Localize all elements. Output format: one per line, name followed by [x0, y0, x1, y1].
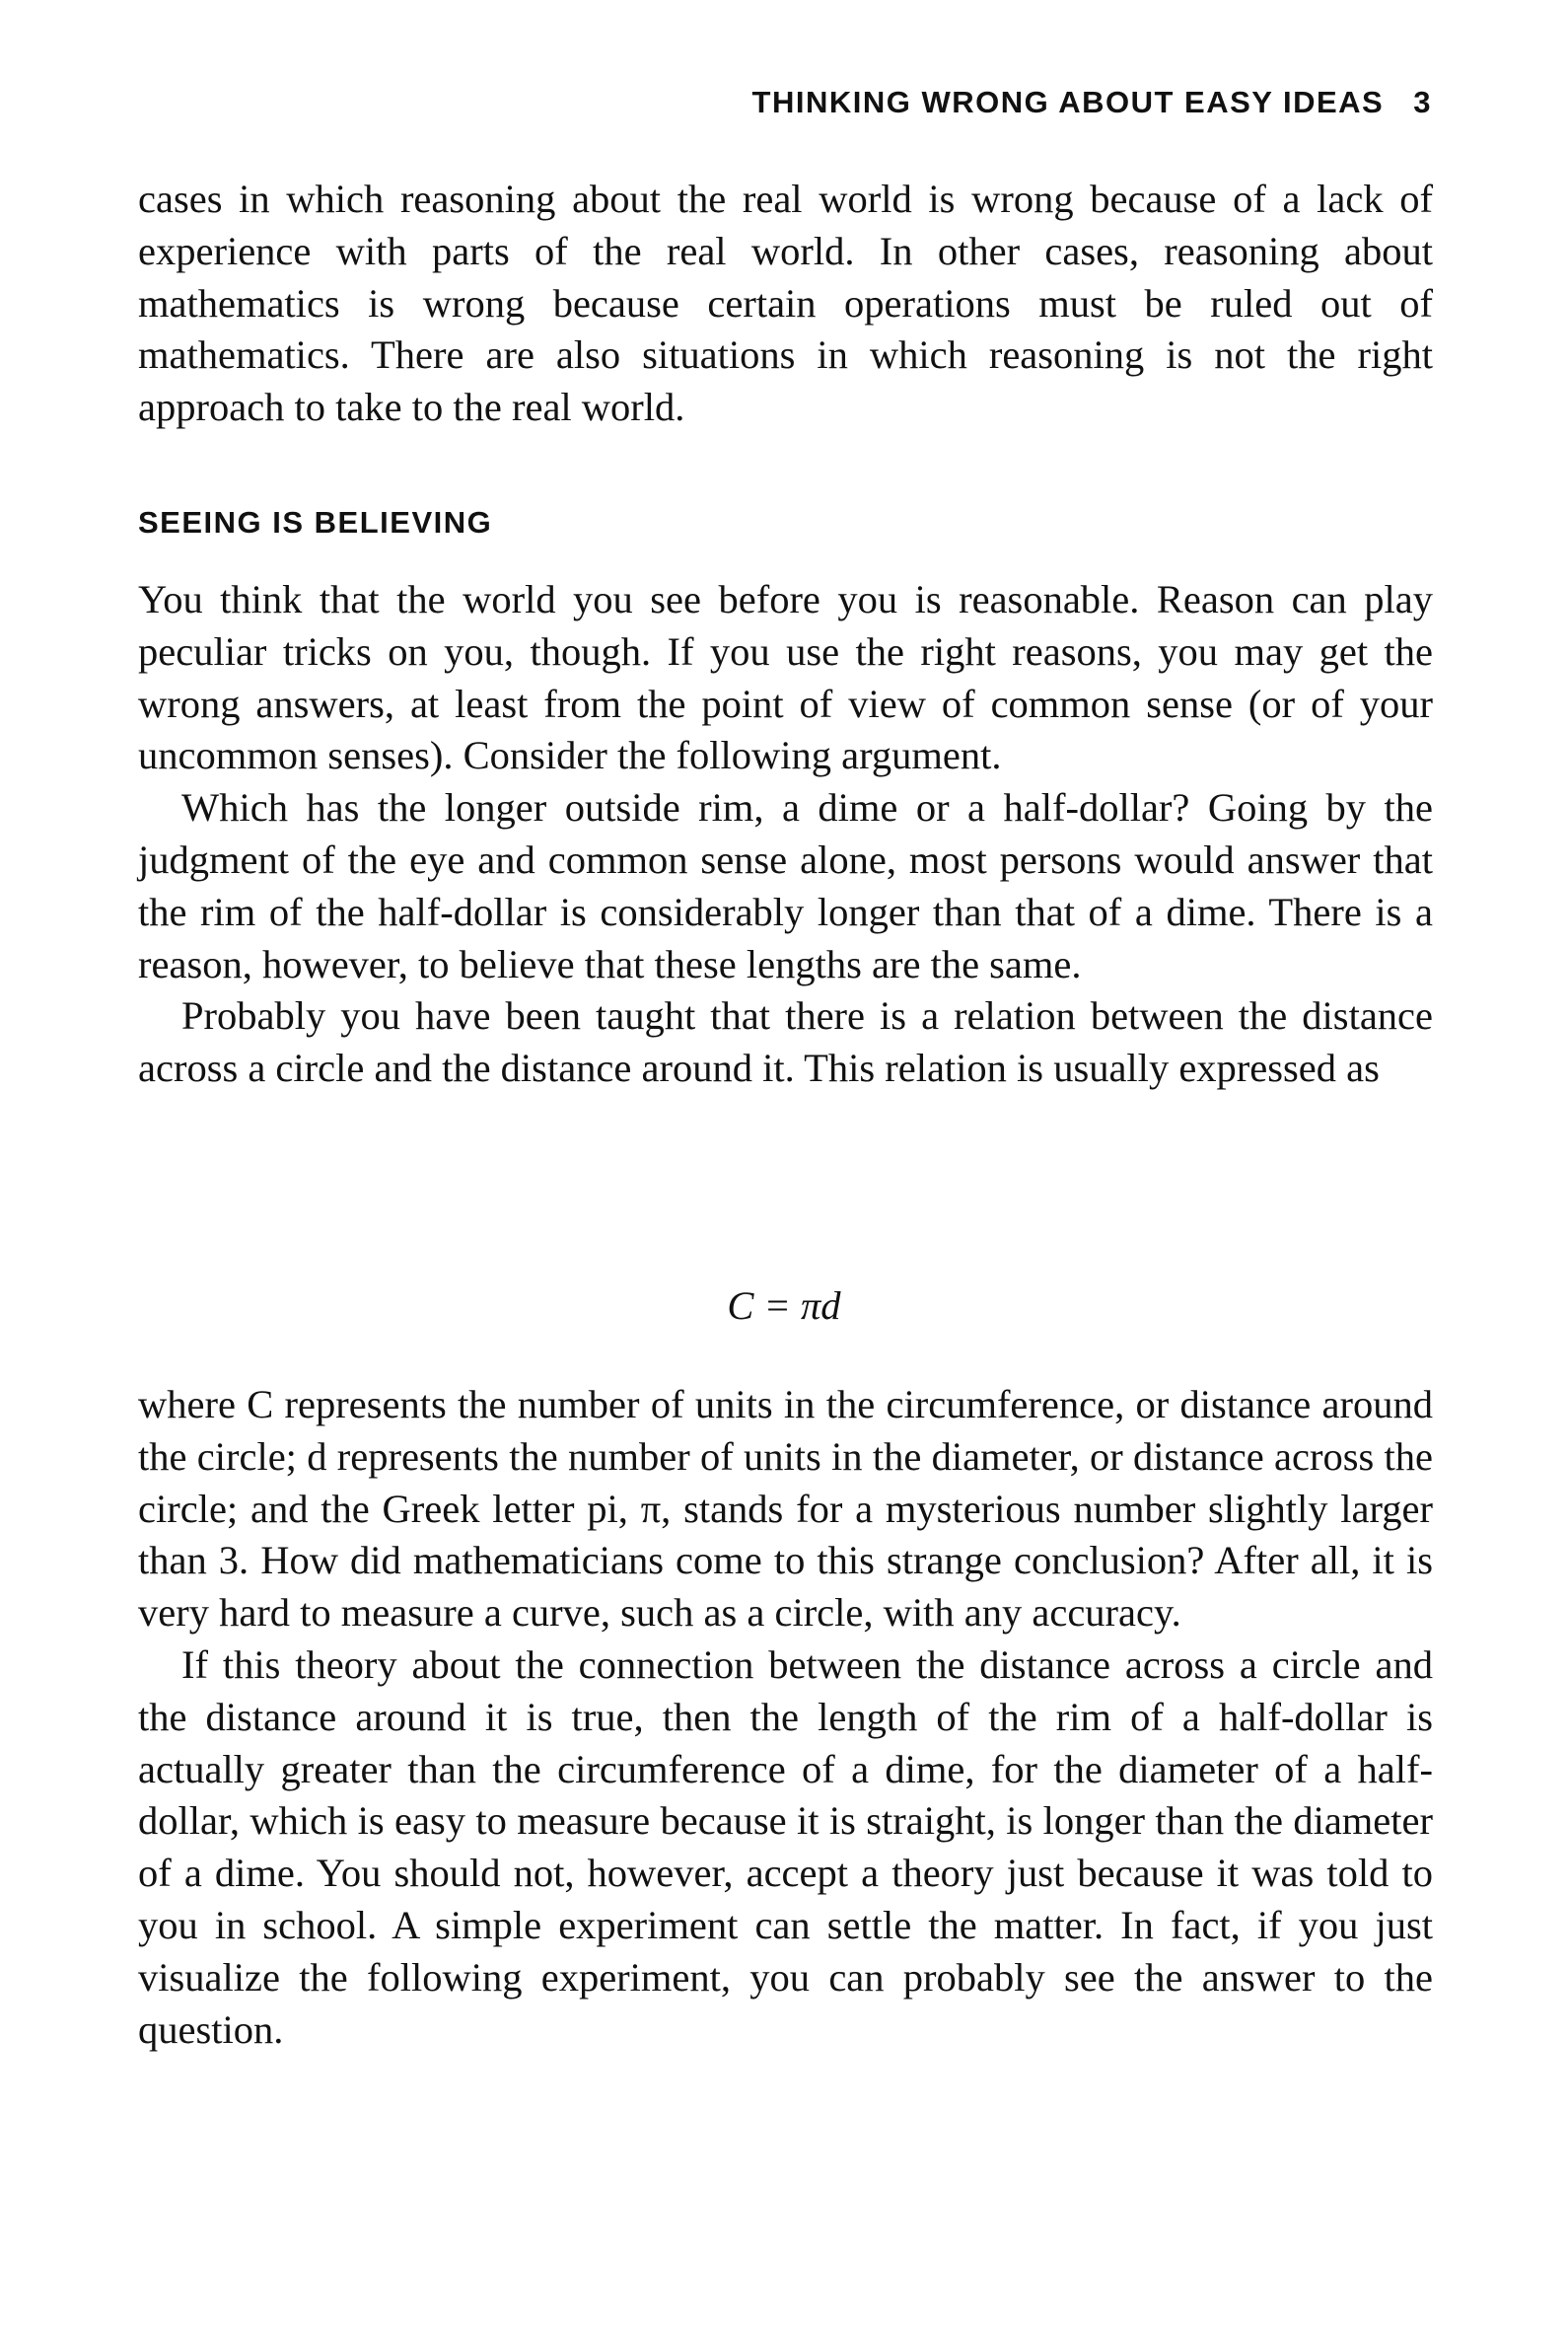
intro-paragraph: cases in which reasoning about the real world is wrong because of a lack of experience with parts of the real world. In other cases, reasoning about mathematics is wrong because certain operations must be ruled out of mathematics. There are also situations in which reasoning is not the right approach to take to the real world. [138, 177, 1433, 430]
paragraph-3: Probably you have been taught that there is a relation between the distance across a circle and the distance around it. This relation is usually expressed as [138, 993, 1433, 1091]
page-number: 3 [1413, 85, 1432, 119]
paragraph-5: If this theory about the connection between the distance across a circle and the distance around it is true, then the length of the rim of a half-dollar is actually greater than the circumference of a dime, for the diameter of a half-dollar, which is easy to measure because it is straight, is longer than the diameter of a dime. You should not, however, accept a theory just because it was told to you in school. A simple experiment can settle the matter. In fact, if you just visualize the following experiment, you can probably see the answer to the question. [138, 1641, 1433, 2052]
section-body-continued [138, 1379, 1433, 2056]
paragraph-2: Which has the longer outside rim, a dime or a half-dollar? Going by the judgment of the eye and common sense alone, most persons would answer that the rim of the half-dollar is considerably longer than that of a dime. There is a reason, however, to believe that these lengths are the same. [138, 785, 1433, 986]
paragraph-1: You think that the world you see before you is reasonable. Reason can play peculiar tricks on you, though. If you use the right reasons, you may get the wrong answers, at least from the point of view of common sense (or of your uncommon senses). Consider the following argument. [138, 577, 1433, 778]
section-body [138, 574, 1433, 1095]
paragraph-4: where C represents the number of units in the circumference, or distance around the circle; d represents the number of units in the diameter, or distance across the circle; and the Greek letter pi, π, stands for a mysterious number slightly larger than 3. How did mathematicians come to this strange conclusion? After all, it is very hard to measure a curve, such as a circle, with any accuracy. [138, 1382, 1433, 1636]
circumference-equation: C = πd [727, 1283, 841, 1328]
section-heading: SEEING IS BELIEVING [138, 505, 493, 540]
intro-block [138, 174, 1433, 434]
running-header [752, 83, 1432, 122]
running-title: THINKING WRONG ABOUT EASY IDEAS [751, 85, 1385, 119]
